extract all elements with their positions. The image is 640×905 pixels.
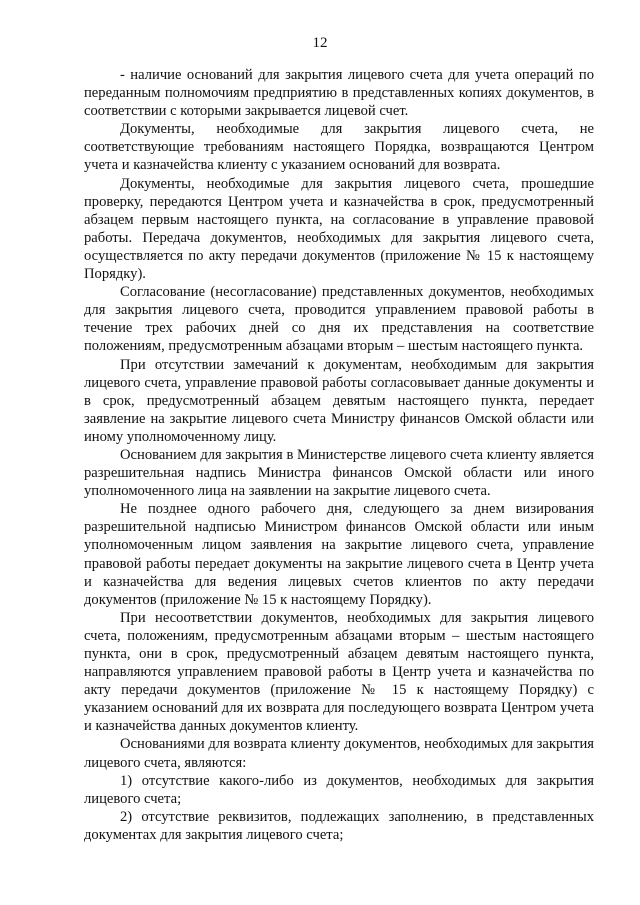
paragraph: При несоответствии документов, необходимых для закрытия лицевого счета, положениям, предусмотренным абзацами вторым – шестым настоящего пункта, они в срок, предусмотренный абзацем девятым настоящего пункта, направляются управлением правовой работы в Центр учета и казначейства по акту передачи документов (приложение № 15 к настоящему Порядку) с указанием оснований для их возврата для последующего возврата Центром учета и казначейства данных документов клиенту. (84, 609, 594, 735)
paragraph: Не позднее одного рабочего дня, следующего за днем визирования разрешительной надписью Министром финансов Омской области или иным уполномоченным лицом заявления на закрытие лицевого счета, управление правовой работы передает документы на закрытие лицевого счета в Центр учета и казначейства для ведения лицевых счетов клиентов по акту передачи документов (приложение № 15 к настоящему Порядку). (84, 501, 594, 608)
paragraph: Основанием для закрытия в Министерстве лицевого счета клиенту является разрешительная надпись Министра финансов Омской области или иного уполномоченного лица на заявлении на закрытие лицевого счета. (84, 446, 594, 500)
paragraph: При отсутствии замечаний к документам, необходимым для закрытия лицевого счета, управление правовой работы согласовывает данные документы и в срок, предусмотренный абзацем девятым настоящего пункта, передает заявление на закрытие лицевого счета Министру финансов Омской области или иному уполномоченному лицу. (84, 356, 594, 445)
page-number: 12 (312, 35, 328, 51)
paragraph: - наличие оснований для закрытия лицевого счета для учета операций по переданным полномочиям предприятию в представленных копиях документов, в соответствии с которыми закрывается лицевой счет. (84, 67, 594, 120)
paragraph: Согласование (несогласование) представленных документов, необходимых для закрытия лицевого счета, проводится управлением правовой работы в течение трех рабочих дней со дня их представления на соответствие положениям, предусмотренным абзацами вторым – шестым настоящего пункта. (84, 284, 594, 355)
paragraph: Документы, необходимые для закрытия лицевого счета, прошедшие проверку, передаются Центром учета и казначейства в срок, предусмотренный абзацем первым настоящего пункта, на согласование в управление правовой работы. Передача документов, необходимых для закрытия лицевого счета, осуществляется по акту передачи документов (приложение № 15 к настоящему Порядку). (84, 175, 594, 283)
paragraph: Документы, необходимые для закрытия лицевого счета, не соответствующие требованиям настоящего Порядка, возвращаются Центром учета и казначейства клиенту с указанием оснований для возврата. (84, 121, 594, 174)
list-item: 2) отсутствие реквизитов, подлежащих заполнению, в представленных документах для закрытия лицевого счета; (84, 808, 594, 843)
paragraph: Основаниями для возврата клиенту документов, необходимых для закрытия лицевого счета, являются: (84, 736, 594, 771)
list-item: 1) отсутствие какого-либо из документов, необходимых для закрытия лицевого счета; (84, 772, 594, 807)
document-body (84, 66, 594, 844)
